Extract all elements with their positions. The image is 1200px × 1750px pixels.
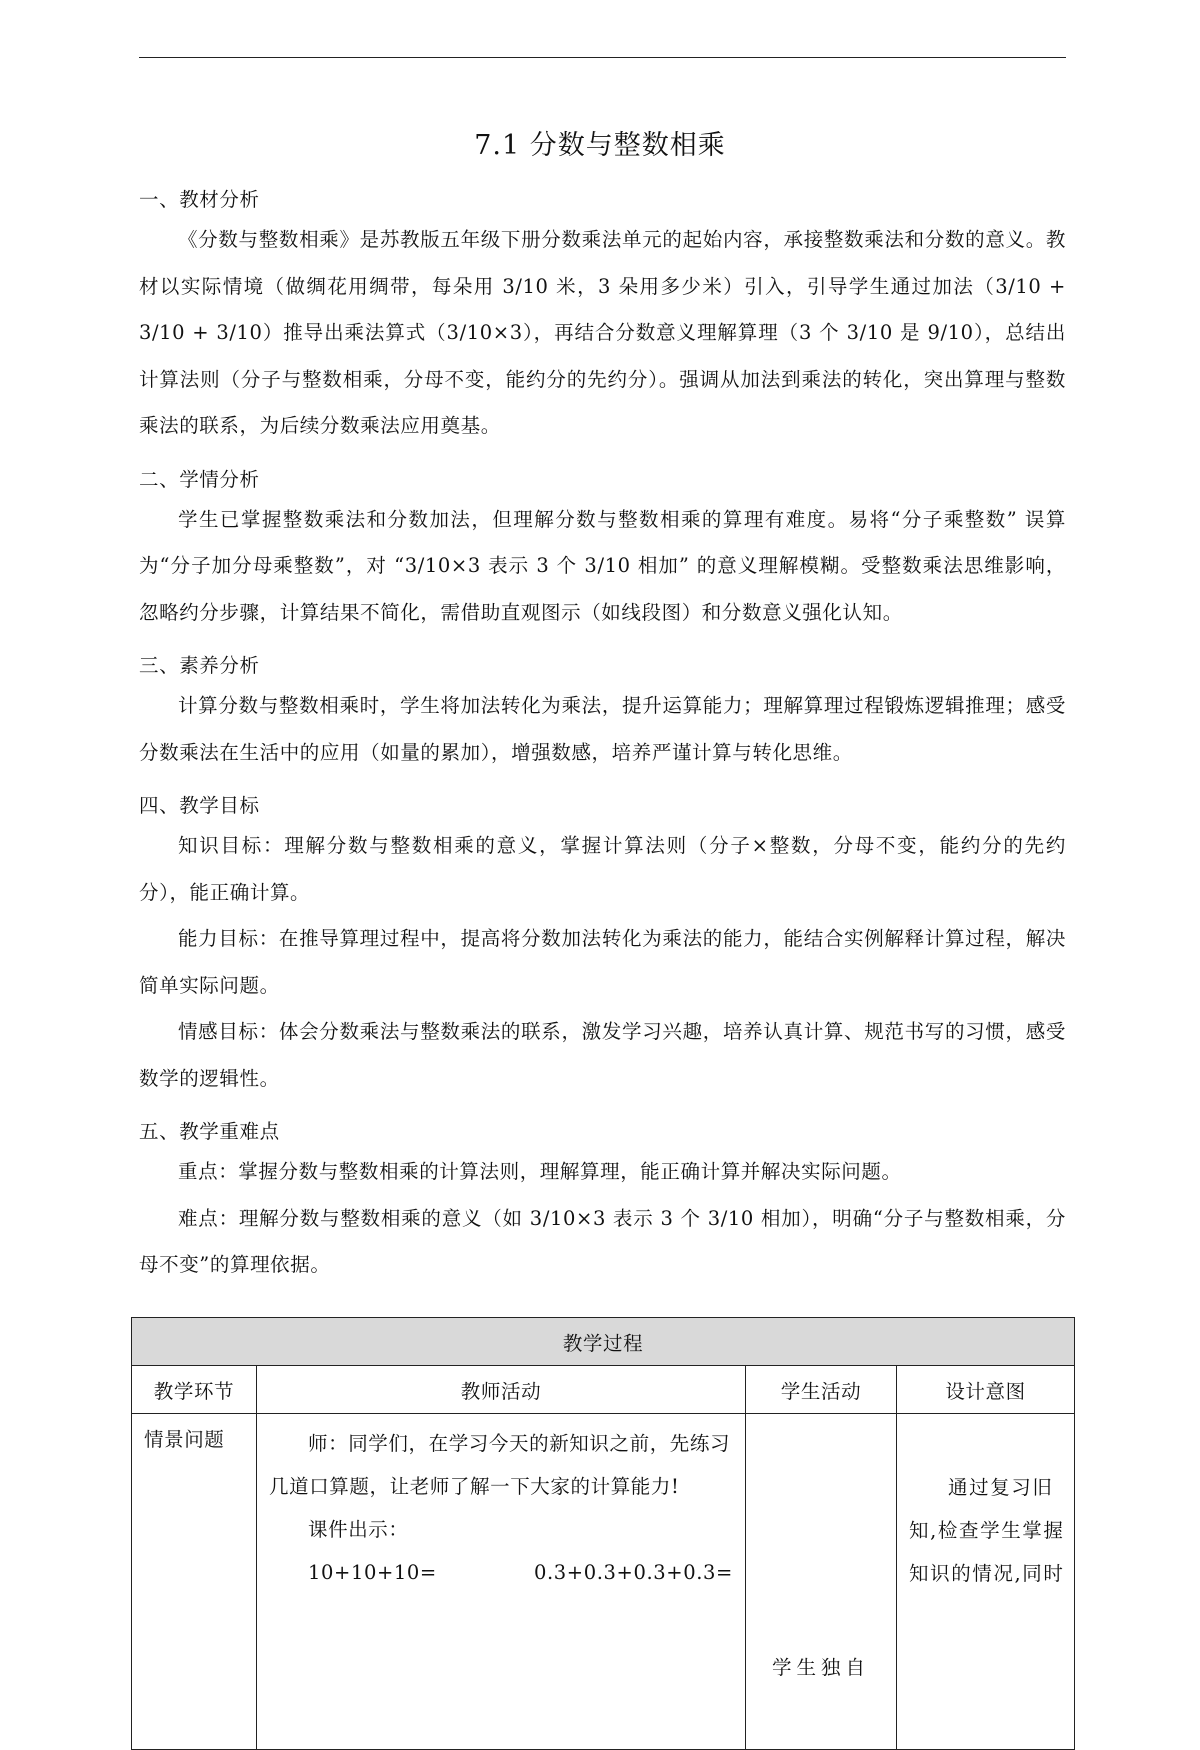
section-paragraph: 学生已掌握整数乘法和分数加法，但理解分数与整数相乘的算理有难度。易将“分子乘整数” 误算为“分子加分母乘整数”，对 “3/10×3 表示 3 个 3/10 相加” 的意义理解模糊。受整数乘法思维影响，忽略约分步骤，计算结果不简化，需借助直观图示（如线段图）和分数意义强化认知。 bbox=[139, 507, 1066, 624]
section-heading: 四、教学目标 bbox=[139, 794, 260, 817]
section-paragraph: 难点：理解分数与整数相乘的意义（如 3/10×3 表示 3 个 3/10 相加），明确“分子与整数相乘，分母不变”的算理依据。 bbox=[139, 1206, 1066, 1276]
section-paragraph: 重点：掌握分数与整数相乘的计算法则，理解算理，能正确计算并解决实际问题。 bbox=[178, 1160, 902, 1183]
teacher-activity-cell bbox=[257, 1414, 746, 1750]
practice-problems bbox=[269, 1551, 733, 1594]
student-activity-cell bbox=[746, 1414, 897, 1750]
practice-problem: 0.3+0.3+0.3+0.3= bbox=[533, 1561, 733, 1584]
section-heading: 五、教学重难点 bbox=[139, 1120, 280, 1143]
design-intent-text: 通过复习旧知,检查学生掌握知识的情况,同时 bbox=[909, 1476, 1065, 1585]
teacher-line: 课件出示： bbox=[308, 1518, 409, 1541]
section-heading: 三、素养分析 bbox=[139, 654, 260, 677]
teaching-process-table bbox=[131, 1317, 1075, 1750]
header-rule bbox=[139, 57, 1066, 58]
section-paragraph: 情感目标：体会分数乘法与整数乘法的联系，激发学习兴趣，培养认真计算、规范书写的习惯，感受数学的逻辑性。 bbox=[139, 1020, 1066, 1090]
table-header-cell: 学生活动 bbox=[746, 1366, 897, 1414]
table-caption: 教学过程 bbox=[132, 1318, 1075, 1366]
section-paragraph: 计算分数与整数相乘时，学生将加法转化为乘法，提升运算能力；理解算理过程锻炼逻辑推理；感受分数乘法在生活中的应用（如量的累加），增强数感，培养严谨计算与转化思维。 bbox=[139, 694, 1066, 764]
design-intent-cell bbox=[897, 1414, 1075, 1750]
practice-problem: 10+10+10= bbox=[308, 1561, 437, 1584]
table-header-cell: 设计意图 bbox=[897, 1366, 1075, 1414]
page-title: 7.1 分数与整数相乘 bbox=[474, 130, 726, 161]
section-heading: 一、教材分析 bbox=[139, 188, 260, 211]
section-paragraph: 知识目标：理解分数与整数相乘的意义，掌握计算法则（分子×整数，分母不变，能约分的先约分），能正确计算。 bbox=[139, 834, 1066, 904]
document-body bbox=[139, 182, 1066, 1289]
table-row bbox=[132, 1414, 1075, 1750]
section-heading: 二、学情分析 bbox=[139, 467, 260, 491]
teacher-line: 师：同学们，在学习今天的新知识之前，先练习几道口算题，让老师了解一下大家的计算能力! bbox=[269, 1432, 731, 1498]
section-paragraph: 能力目标：在推导算理过程中，提高将分数加法转化为乘法的能力，能结合实例解释计算过程，解决简单实际问题。 bbox=[139, 927, 1066, 997]
table-header-cell: 教学环节 bbox=[132, 1366, 257, 1414]
stage-cell: 情景问题 bbox=[132, 1414, 257, 1750]
student-activity-text: 学生独自 bbox=[771, 1656, 870, 1679]
table-header-cell: 教师活动 bbox=[257, 1366, 746, 1414]
section-paragraph: 《分数与整数相乘》是苏教版五年级下册分数乘法单元的起始内容，承接整数乘法和分数的意义。教材以实际情境（做绸花用绸带，每朵用 3/10 米，3 朵用多少米）引入，引导学生通过加法（3/10 + 3/10 + 3/10）推导出乘法算式（3/10×3），再结合分数意义理解算理（3 个 3/10 是 9/10），总结出计算法则（分子与整数相乘，分母不变，能约分的先约分）。强调从加法到乘法的转化，突出算理与整数乘法的联系，为后续分数乘法应用奠基。 bbox=[139, 228, 1066, 437]
